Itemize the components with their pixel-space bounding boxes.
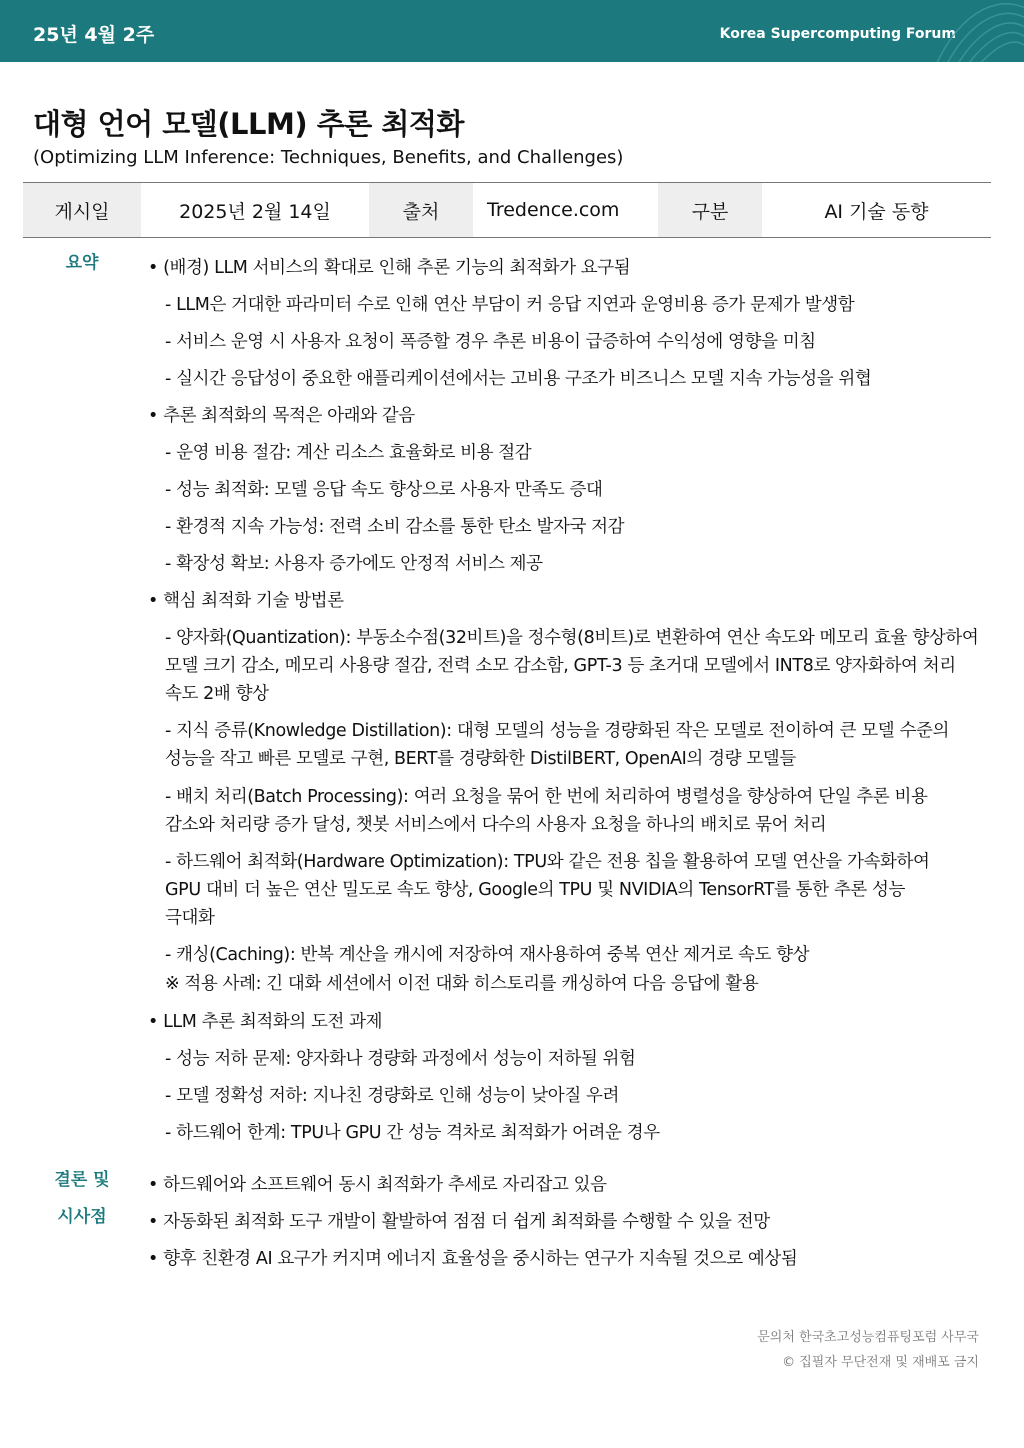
footer-copyright: © 집필자 무단전재 및 재배포 금지 [782,1355,979,1370]
posted-value: 2025년 2월 14일 [141,183,369,237]
summary-bullet: • (배경) LLM 서비스의 확대로 인해 추론 기능의 최적화가 요구됨 [148,258,631,278]
forum-name: Korea Supercomputing Forum [719,26,956,42]
summary-subitem: - 캐싱(Caching): 반복 계산을 캐시에 저장하여 재사용하여 중복 연산 제거로 속도 향상 [165,945,810,965]
summary-subitem: - 성능 저하 문제: 양자화나 경량화 과정에서 성능이 저하될 위험 [165,1049,636,1069]
source-value: Tredence.com [473,183,658,237]
summary-continuation: 속도 2배 향상 [165,684,269,704]
summary-bullet: • 추론 최적화의 목적은 아래와 같음 [148,406,415,426]
summary-continuation: 감소와 처리량 증가 달성, 챗봇 서비스에서 다수의 사용자 요청을 하나의 배치로 묶어 처리 [165,815,827,835]
summary-bullet: • 핵심 최적화 기술 방법론 [148,591,344,611]
summary-subitem: - 확장성 확보: 사용자 증가에도 안정적 서비스 제공 [165,554,543,574]
conclusion-bullet: • 자동화된 최적화 도구 개발이 활발하여 점점 더 쉽게 최적화를 수행할 수 있을 전망 [148,1212,770,1232]
decorative-swirl-icon [914,0,1024,62]
category-label: 구분 [658,183,762,237]
page-subtitle: (Optimizing LLM Inference: Techniques, Benefits, and Challenges) [33,147,624,168]
summary-bullet: • LLM 추론 최적화의 도전 과제 [148,1012,383,1032]
summary-continuation: 모델 크기 감소, 메모리 사용량 절감, 전력 소모 감소함, GPT-3 등 초거대 모델에서 INT8로 양자화하여 처리 [165,656,956,676]
page-title: 대형 언어 모델(LLM) 추론 최적화 [33,107,464,141]
conclusion-bullet: • 향후 친환경 AI 요구가 커지며 에너지 효율성을 중시하는 연구가 지속될 것으로 예상됨 [148,1249,798,1269]
summary-subitem: - 서비스 운영 시 사용자 요청이 폭증할 경우 추론 비용이 급증하여 수익성에 영향을 미침 [165,332,816,352]
summary-subitem: - 모델 정확성 저하: 지나친 경량화로 인해 성능이 낮아질 우려 [165,1086,619,1106]
summary-subitem: - 양자화(Quantization): 부동소수점(32비트)을 정수형(8비트)로 변환하여 연산 속도와 메모리 효율 향상하여 [165,628,979,648]
source-label: 출처 [369,183,473,237]
conclusion-label-2: 시사점 [57,1207,107,1227]
header-bar [0,0,1024,62]
summary-label: 요약 [65,253,99,273]
summary-subitem: - 성능 최적화: 모델 응답 속도 향상으로 사용자 만족도 증대 [165,480,603,500]
summary-subitem: - 배치 처리(Batch Processing): 여러 요청을 묶어 한 번에 처리하여 병렬성을 향상하여 단일 추론 비용 [165,787,928,807]
conclusion-label: 결론 및 [54,1170,110,1190]
summary-subitem: - 하드웨어 최적화(Hardware Optimization): TPU와 같은 전용 칩을 활용하여 모델 연산을 가속화하여 [165,852,930,872]
summary-continuation: GPU 대비 더 높은 연산 밀도로 속도 향상, Google의 TPU 및 NVIDIA의 TensorRT를 통한 추론 성능 [165,880,906,900]
summary-note: ※ 적용 사례: 긴 대화 세션에서 이전 대화 히스토리를 캐싱하여 다음 응답에 활용 [165,974,759,994]
summary-subitem: - 운영 비용 절감: 계산 리소스 효율화로 비용 절감 [165,443,532,463]
category-value: AI 기술 동향 [762,183,991,237]
issue-week: 25년 4월 2주 [33,24,155,46]
summary-subitem: - LLM은 거대한 파라미터 수로 인해 연산 부담이 커 응답 지연과 운영비용 증가 문제가 발생함 [165,295,855,315]
posted-label: 게시일 [23,183,141,237]
summary-subitem: - 하드웨어 한계: TPU나 GPU 간 성능 격차로 최적화가 어려운 경우 [165,1123,660,1143]
footer-contact: 문의처 한국초고성능컴퓨팅포럼 사무국 [757,1330,979,1345]
summary-continuation: 극대화 [165,908,215,928]
summary-subitem: - 지식 증류(Knowledge Distillation): 대형 모델의 성능을 경량화된 작은 모델로 전이하여 큰 모델 수준의 [165,721,949,741]
meta-table [23,182,991,238]
summary-subitem: - 실시간 응답성이 중요한 애플리케이션에서는 고비용 구조가 비즈니스 모델 지속 가능성을 위협 [165,369,872,389]
summary-continuation: 성능을 작고 빠른 모델로 구현, BERT를 경량화한 DistilBERT, OpenAI의 경량 모델들 [165,749,796,769]
conclusion-bullet: • 하드웨어와 소프트웨어 동시 최적화가 추세로 자리잡고 있음 [148,1175,607,1195]
summary-subitem: - 환경적 지속 가능성: 전력 소비 감소를 통한 탄소 발자국 저감 [165,517,625,537]
